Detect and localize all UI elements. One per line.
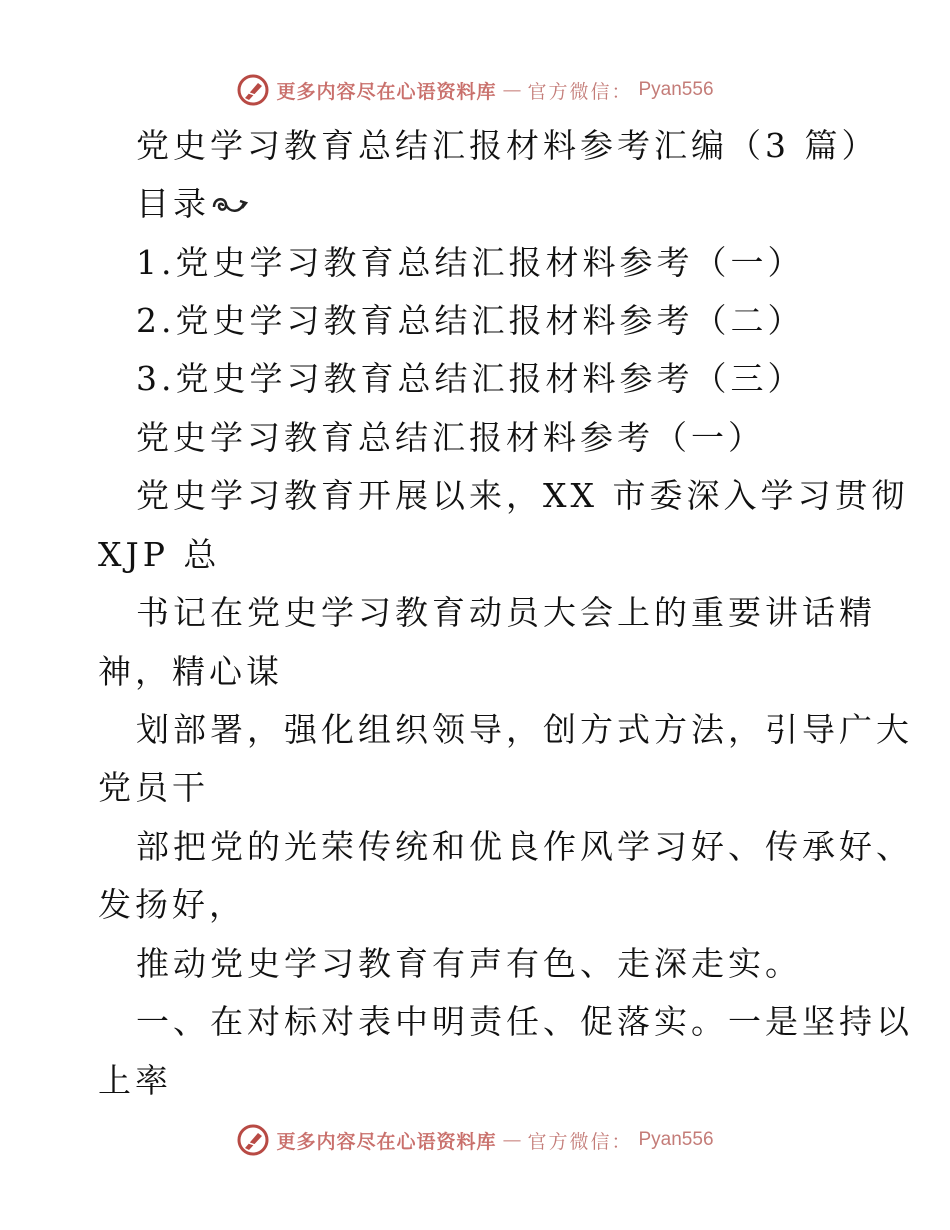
body-line: 党史学习教育开展以来，XX 市委深入学习贯彻 [136,476,909,515]
toc-item-2[interactable]: 2.党史学习教育总结汇报材料参考（二） [136,301,805,340]
toc-item-1[interactable]: 1.党史学习教育总结汇报材料参考（一） [136,243,805,282]
body-line: 部把党的光荣传统和优良作风学习好、传承好、 [136,827,913,866]
banner-site-name: 更多内容尽在心语资料库 [276,1130,497,1153]
banner-wechat-id: Pyan556 [638,79,714,100]
body-line: 推动党史学习教育有声有色、走深走实。 [136,944,802,983]
body-line: 党员干 [98,768,209,807]
body-line: 神，精心谋 [98,652,283,691]
body-line: 划部署，强化组织领导，创方式方法，引导广大 [136,710,913,749]
banner-separator: — [502,1129,522,1151]
banner-wechat-id: Pyan556 [638,1129,714,1150]
banner-site-name: 更多内容尽在心语资料库 [276,80,497,103]
banner-wechat-label: 官方微信： [527,80,633,103]
header-banner [0,70,950,110]
pen-circle-logo-icon [236,1123,270,1157]
body-line: 上率 [98,1061,172,1100]
toc-heading: 目录 [136,184,210,223]
footer-banner [0,1120,950,1160]
swirl-ornament-icon [210,191,250,217]
section-title: 党史学习教育总结汇报材料参考（一） [136,418,765,457]
body-line: 书记在党史学习教育动员大会上的重要讲话精 [136,593,876,632]
banner-wechat-label: 官方微信： [527,1130,633,1153]
body-line: XJP 总 [98,535,221,574]
body-line: 一、在对标对表中明责任、促落实。一是坚持以 [136,1002,913,1041]
body-line: 发扬好， [98,885,246,924]
banner-separator: — [502,79,522,101]
document-title: 党史学习教育总结汇报材料参考汇编（3 篇） [136,126,879,165]
toc-item-3[interactable]: 3.党史学习教育总结汇报材料参考（三） [136,359,805,398]
pen-circle-logo-icon [236,73,270,107]
toc-heading-row [136,184,250,224]
